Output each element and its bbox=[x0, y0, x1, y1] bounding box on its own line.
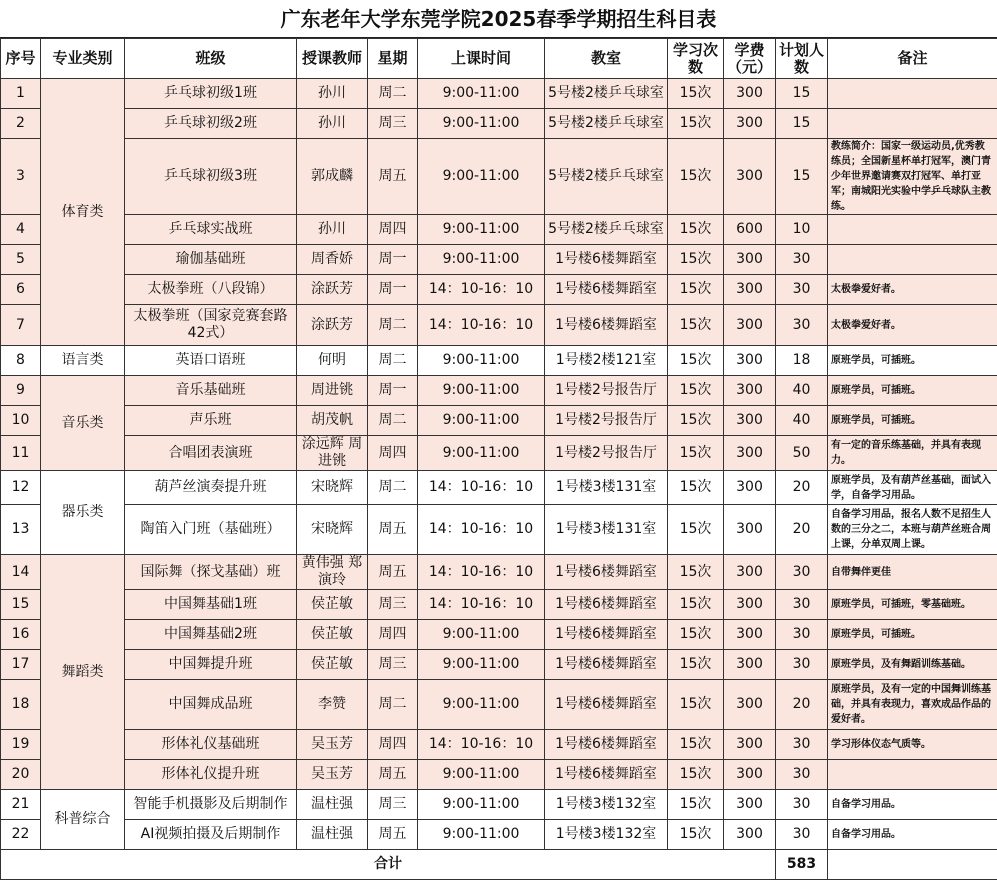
teacher-name: 胡茂帆 bbox=[297, 406, 368, 436]
tuition-fee: 300 bbox=[724, 680, 776, 730]
planned-enrollment: 10 bbox=[776, 215, 828, 245]
tuition-fee: 300 bbox=[724, 346, 776, 376]
weekday: 周二 bbox=[368, 305, 418, 346]
course-table bbox=[0, 38, 997, 880]
session-count: 15次 bbox=[668, 555, 724, 590]
teacher-name: 温柱强 bbox=[297, 790, 368, 820]
classroom: 1号楼2号报告厅 bbox=[545, 436, 668, 471]
planned-enrollment: 40 bbox=[776, 376, 828, 406]
class-time: 14：10-16：10 bbox=[418, 275, 545, 305]
weekday: 周五 bbox=[368, 505, 418, 555]
teacher-name: 孙川 bbox=[297, 215, 368, 245]
class-time: 14：10-16：10 bbox=[418, 590, 545, 620]
teacher-name: 温柱强 bbox=[297, 820, 368, 850]
class-time: 14：10-16：10 bbox=[418, 505, 545, 555]
class-name: 声乐班 bbox=[125, 406, 297, 436]
class-time: 9:00-11:00 bbox=[418, 760, 545, 790]
row-number: 11 bbox=[1, 436, 41, 471]
remark: 太极拳爱好者。 bbox=[828, 275, 997, 305]
tuition-fee: 300 bbox=[724, 79, 776, 109]
planned-enrollment: 15 bbox=[776, 139, 828, 215]
planned-enrollment: 30 bbox=[776, 760, 828, 790]
weekday: 周四 bbox=[368, 436, 418, 471]
remark: 有一定的音乐练基础，并具有表现力。 bbox=[828, 436, 997, 471]
session-count: 15次 bbox=[668, 245, 724, 275]
planned-enrollment: 30 bbox=[776, 245, 828, 275]
class-name: 国际舞（探戈基础）班 bbox=[125, 555, 297, 590]
table-row bbox=[1, 680, 997, 730]
classroom: 1号楼6楼舞蹈室 bbox=[545, 555, 668, 590]
table-row bbox=[1, 760, 997, 790]
class-time: 9:00-11:00 bbox=[418, 650, 545, 680]
tuition-fee: 300 bbox=[724, 376, 776, 406]
total-planned: 583 bbox=[776, 850, 828, 880]
classroom: 1号楼2楼121室 bbox=[545, 346, 668, 376]
weekday: 周三 bbox=[368, 590, 418, 620]
classroom: 5号楼2楼乒乓球室 bbox=[545, 139, 668, 215]
session-count: 15次 bbox=[668, 406, 724, 436]
remark: 太极拳爱好者。 bbox=[828, 305, 997, 346]
planned-enrollment: 30 bbox=[776, 820, 828, 850]
remark bbox=[828, 109, 997, 139]
table-row bbox=[1, 820, 997, 850]
table-row bbox=[1, 650, 997, 680]
remark: 原班学员，可插班，零基础班。 bbox=[828, 590, 997, 620]
row-number: 1 bbox=[1, 79, 41, 109]
table-row bbox=[1, 790, 997, 820]
planned-enrollment: 18 bbox=[776, 346, 828, 376]
teacher-name: 涂远辉 周进铫 bbox=[297, 436, 368, 471]
teacher-name: 郭成麟 bbox=[297, 139, 368, 215]
session-count: 15次 bbox=[668, 275, 724, 305]
classroom: 1号楼6楼舞蹈室 bbox=[545, 590, 668, 620]
teacher-name: 侯芷敏 bbox=[297, 620, 368, 650]
category-cell: 器乐类 bbox=[41, 471, 125, 555]
class-name: 形体礼仪基础班 bbox=[125, 730, 297, 760]
remark: 原班学员，及有葫芦丝基础，面试入学，自备学习用品。 bbox=[828, 471, 997, 505]
class-name: 乒乓球初级3班 bbox=[125, 139, 297, 215]
remark: 自备学习用品。 bbox=[828, 820, 997, 850]
session-count: 15次 bbox=[668, 790, 724, 820]
row-number: 10 bbox=[1, 406, 41, 436]
class-time: 14：10-16：10 bbox=[418, 471, 545, 505]
row-number: 9 bbox=[1, 376, 41, 406]
planned-enrollment: 30 bbox=[776, 730, 828, 760]
session-count: 15次 bbox=[668, 109, 724, 139]
classroom: 1号楼6楼舞蹈室 bbox=[545, 730, 668, 760]
classroom: 1号楼6楼舞蹈室 bbox=[545, 620, 668, 650]
tuition-fee: 300 bbox=[724, 590, 776, 620]
planned-enrollment: 30 bbox=[776, 650, 828, 680]
class-time: 9:00-11:00 bbox=[418, 406, 545, 436]
classroom: 5号楼2楼乒乓球室 bbox=[545, 79, 668, 109]
session-count: 15次 bbox=[668, 505, 724, 555]
class-time: 9:00-11:00 bbox=[418, 620, 545, 650]
row-number: 17 bbox=[1, 650, 41, 680]
tuition-fee: 300 bbox=[724, 471, 776, 505]
table-row bbox=[1, 471, 997, 505]
total-remark bbox=[828, 850, 997, 880]
class-name: 形体礼仪提升班 bbox=[125, 760, 297, 790]
class-time: 9:00-11:00 bbox=[418, 820, 545, 850]
classroom: 1号楼6楼舞蹈室 bbox=[545, 760, 668, 790]
classroom: 1号楼6楼舞蹈室 bbox=[545, 650, 668, 680]
teacher-name: 吴玉芳 bbox=[297, 760, 368, 790]
tuition-fee: 300 bbox=[724, 650, 776, 680]
planned-enrollment: 20 bbox=[776, 505, 828, 555]
table-row bbox=[1, 79, 997, 109]
session-count: 15次 bbox=[668, 215, 724, 245]
teacher-name: 孙川 bbox=[297, 79, 368, 109]
class-time: 9:00-11:00 bbox=[418, 346, 545, 376]
classroom: 1号楼3楼131室 bbox=[545, 505, 668, 555]
remark bbox=[828, 245, 997, 275]
page-title: 广东老年大学东莞学院2025春季学期招生科目表 bbox=[0, 0, 997, 38]
remark: 自带舞伴更佳 bbox=[828, 555, 997, 590]
session-count: 15次 bbox=[668, 376, 724, 406]
row-number: 16 bbox=[1, 620, 41, 650]
class-name: 瑜伽基础班 bbox=[125, 245, 297, 275]
class-name: 乒乓球实战班 bbox=[125, 215, 297, 245]
table-row bbox=[1, 620, 997, 650]
category-cell: 语言类 bbox=[41, 346, 125, 376]
classroom: 1号楼6楼舞蹈室 bbox=[545, 245, 668, 275]
table-row bbox=[1, 109, 997, 139]
tuition-fee: 300 bbox=[724, 109, 776, 139]
table-row bbox=[1, 215, 997, 245]
remark: 原班学员，可插班。 bbox=[828, 406, 997, 436]
weekday: 周二 bbox=[368, 406, 418, 436]
teacher-name: 侯芷敏 bbox=[297, 650, 368, 680]
weekday: 周一 bbox=[368, 275, 418, 305]
classroom: 1号楼2号报告厅 bbox=[545, 406, 668, 436]
row-number: 21 bbox=[1, 790, 41, 820]
row-number: 7 bbox=[1, 305, 41, 346]
class-name: 太极拳班（八段锦） bbox=[125, 275, 297, 305]
col-header: 授课教师 bbox=[297, 39, 368, 79]
row-number: 18 bbox=[1, 680, 41, 730]
weekday: 周一 bbox=[368, 376, 418, 406]
weekday: 周三 bbox=[368, 109, 418, 139]
table-row bbox=[1, 275, 997, 305]
remark: 学习形体仪态气质等。 bbox=[828, 730, 997, 760]
total-label: 合计 bbox=[1, 850, 776, 880]
planned-enrollment: 50 bbox=[776, 436, 828, 471]
table-row bbox=[1, 305, 997, 346]
table-row bbox=[1, 590, 997, 620]
class-time: 9:00-11:00 bbox=[418, 376, 545, 406]
table-row bbox=[1, 505, 997, 555]
session-count: 15次 bbox=[668, 820, 724, 850]
row-number: 19 bbox=[1, 730, 41, 760]
table-row bbox=[1, 406, 997, 436]
col-header: 学习次数 bbox=[668, 39, 724, 79]
class-time: 9:00-11:00 bbox=[418, 436, 545, 471]
teacher-name: 侯芷敏 bbox=[297, 590, 368, 620]
tuition-fee: 300 bbox=[724, 406, 776, 436]
tuition-fee: 300 bbox=[724, 790, 776, 820]
col-header: 上课时间 bbox=[418, 39, 545, 79]
remark: 原班学员，及有舞蹈训练基础。 bbox=[828, 650, 997, 680]
tuition-fee: 300 bbox=[724, 305, 776, 346]
remark: 原班学员，可插班。 bbox=[828, 346, 997, 376]
planned-enrollment: 30 bbox=[776, 555, 828, 590]
col-header: 备注 bbox=[828, 39, 997, 79]
session-count: 15次 bbox=[668, 650, 724, 680]
class-time: 14：10-16：10 bbox=[418, 730, 545, 760]
class-name: 中国舞成品班 bbox=[125, 680, 297, 730]
class-name: 太极拳班（国家竞赛套路42式） bbox=[125, 305, 297, 346]
row-number: 8 bbox=[1, 346, 41, 376]
remark: 自备学习用品。 bbox=[828, 790, 997, 820]
weekday: 周三 bbox=[368, 650, 418, 680]
tuition-fee: 300 bbox=[724, 139, 776, 215]
planned-enrollment: 15 bbox=[776, 79, 828, 109]
tuition-fee: 300 bbox=[724, 436, 776, 471]
table-row bbox=[1, 346, 997, 376]
table-row bbox=[1, 139, 997, 215]
teacher-name: 涂跃芳 bbox=[297, 275, 368, 305]
col-header: 教室 bbox=[545, 39, 668, 79]
class-time: 9:00-11:00 bbox=[418, 245, 545, 275]
session-count: 15次 bbox=[668, 760, 724, 790]
weekday: 周二 bbox=[368, 680, 418, 730]
classroom: 1号楼3楼132室 bbox=[545, 820, 668, 850]
classroom: 1号楼6楼舞蹈室 bbox=[545, 680, 668, 730]
classroom: 1号楼2号报告厅 bbox=[545, 376, 668, 406]
table-row bbox=[1, 245, 997, 275]
teacher-name: 吴玉芳 bbox=[297, 730, 368, 760]
class-name: 陶笛入门班（基础班） bbox=[125, 505, 297, 555]
table-row bbox=[1, 555, 997, 590]
class-name: 乒乓球初级1班 bbox=[125, 79, 297, 109]
session-count: 15次 bbox=[668, 680, 724, 730]
session-count: 15次 bbox=[668, 346, 724, 376]
teacher-name: 涂跃芳 bbox=[297, 305, 368, 346]
class-time: 14：10-16：10 bbox=[418, 555, 545, 590]
session-count: 15次 bbox=[668, 730, 724, 760]
session-count: 15次 bbox=[668, 139, 724, 215]
row-number: 2 bbox=[1, 109, 41, 139]
planned-enrollment: 30 bbox=[776, 305, 828, 346]
class-name: 葫芦丝演奏提升班 bbox=[125, 471, 297, 505]
planned-enrollment: 20 bbox=[776, 471, 828, 505]
remark: 原班学员，及有一定的中国舞训练基础，并具有表现力，喜欢成品作品的爱好者。 bbox=[828, 680, 997, 730]
classroom: 1号楼3楼132室 bbox=[545, 790, 668, 820]
category-cell: 体育类 bbox=[41, 79, 125, 346]
weekday: 周四 bbox=[368, 215, 418, 245]
weekday: 周一 bbox=[368, 245, 418, 275]
tuition-fee: 300 bbox=[724, 760, 776, 790]
planned-enrollment: 15 bbox=[776, 109, 828, 139]
session-count: 15次 bbox=[668, 79, 724, 109]
remark bbox=[828, 760, 997, 790]
class-name: 合唱团表演班 bbox=[125, 436, 297, 471]
weekday: 周四 bbox=[368, 620, 418, 650]
weekday: 周五 bbox=[368, 139, 418, 215]
weekday: 周五 bbox=[368, 820, 418, 850]
class-name: 英语口语班 bbox=[125, 346, 297, 376]
teacher-name: 黄伟强 郑演玲 bbox=[297, 555, 368, 590]
planned-enrollment: 30 bbox=[776, 790, 828, 820]
tuition-fee: 300 bbox=[724, 505, 776, 555]
class-time: 9:00-11:00 bbox=[418, 790, 545, 820]
class-name: 智能手机摄影及后期制作 bbox=[125, 790, 297, 820]
weekday: 周二 bbox=[368, 471, 418, 505]
teacher-name: 李赞 bbox=[297, 680, 368, 730]
col-header: 专业类别 bbox=[41, 39, 125, 79]
table-row bbox=[1, 376, 997, 406]
row-number: 22 bbox=[1, 820, 41, 850]
row-number: 15 bbox=[1, 590, 41, 620]
row-number: 6 bbox=[1, 275, 41, 305]
class-name: AI视频拍摄及后期制作 bbox=[125, 820, 297, 850]
session-count: 15次 bbox=[668, 436, 724, 471]
col-header: 序号 bbox=[1, 39, 41, 79]
tuition-fee: 600 bbox=[724, 215, 776, 245]
remark: 原班学员，可插班。 bbox=[828, 620, 997, 650]
row-number: 4 bbox=[1, 215, 41, 245]
classroom: 1号楼3楼131室 bbox=[545, 471, 668, 505]
tuition-fee: 300 bbox=[724, 245, 776, 275]
col-header: 班级 bbox=[125, 39, 297, 79]
row-number: 20 bbox=[1, 760, 41, 790]
col-header: 星期 bbox=[368, 39, 418, 79]
weekday: 周五 bbox=[368, 760, 418, 790]
class-name: 音乐基础班 bbox=[125, 376, 297, 406]
teacher-name: 周进铫 bbox=[297, 376, 368, 406]
category-cell: 舞蹈类 bbox=[41, 555, 125, 790]
classroom: 5号楼2楼乒乓球室 bbox=[545, 215, 668, 245]
weekday: 周五 bbox=[368, 555, 418, 590]
category-cell: 音乐类 bbox=[41, 376, 125, 471]
teacher-name: 周香娇 bbox=[297, 245, 368, 275]
class-time: 14：10-16：10 bbox=[418, 305, 545, 346]
class-time: 9:00-11:00 bbox=[418, 680, 545, 730]
col-header: 学费（元） bbox=[724, 39, 776, 79]
planned-enrollment: 30 bbox=[776, 275, 828, 305]
tuition-fee: 300 bbox=[724, 275, 776, 305]
weekday: 周二 bbox=[368, 79, 418, 109]
row-number: 14 bbox=[1, 555, 41, 590]
col-header: 计划人数 bbox=[776, 39, 828, 79]
row-number: 3 bbox=[1, 139, 41, 215]
teacher-name: 宋晓辉 bbox=[297, 505, 368, 555]
session-count: 15次 bbox=[668, 590, 724, 620]
planned-enrollment: 30 bbox=[776, 620, 828, 650]
teacher-name: 宋晓辉 bbox=[297, 471, 368, 505]
class-name: 中国舞提升班 bbox=[125, 650, 297, 680]
class-time: 9:00-11:00 bbox=[418, 139, 545, 215]
row-number: 12 bbox=[1, 471, 41, 505]
session-count: 15次 bbox=[668, 305, 724, 346]
class-name: 乒乓球初级2班 bbox=[125, 109, 297, 139]
class-time: 9:00-11:00 bbox=[418, 215, 545, 245]
remark: 自备学习用品，报名人数不足招生人数的三分之二，本班与葫芦丝班合周上课，分单双周上课。 bbox=[828, 505, 997, 555]
tuition-fee: 300 bbox=[724, 730, 776, 760]
class-name: 中国舞基础1班 bbox=[125, 590, 297, 620]
tuition-fee: 300 bbox=[724, 620, 776, 650]
planned-enrollment: 20 bbox=[776, 680, 828, 730]
class-name: 中国舞基础2班 bbox=[125, 620, 297, 650]
category-cell: 科普综合 bbox=[41, 790, 125, 850]
classroom: 5号楼2楼乒乓球室 bbox=[545, 109, 668, 139]
table-row bbox=[1, 730, 997, 760]
row-number: 13 bbox=[1, 505, 41, 555]
teacher-name: 何明 bbox=[297, 346, 368, 376]
remark bbox=[828, 79, 997, 109]
table-row bbox=[1, 436, 997, 471]
total-row bbox=[1, 850, 997, 880]
remark bbox=[828, 215, 997, 245]
session-count: 15次 bbox=[668, 620, 724, 650]
row-number: 5 bbox=[1, 245, 41, 275]
tuition-fee: 300 bbox=[724, 820, 776, 850]
planned-enrollment: 30 bbox=[776, 590, 828, 620]
class-time: 9:00-11:00 bbox=[418, 109, 545, 139]
header-row bbox=[1, 39, 997, 79]
remark: 原班学员，可插班。 bbox=[828, 376, 997, 406]
weekday: 周二 bbox=[368, 346, 418, 376]
class-time: 9:00-11:00 bbox=[418, 79, 545, 109]
classroom: 1号楼6楼舞蹈室 bbox=[545, 275, 668, 305]
weekday: 周四 bbox=[368, 730, 418, 760]
planned-enrollment: 40 bbox=[776, 406, 828, 436]
teacher-name: 孙川 bbox=[297, 109, 368, 139]
weekday: 周三 bbox=[368, 790, 418, 820]
session-count: 15次 bbox=[668, 471, 724, 505]
classroom: 1号楼6楼舞蹈室 bbox=[545, 305, 668, 346]
tuition-fee: 300 bbox=[724, 555, 776, 590]
remark: 教练简介：国家一级运动员,优秀教练员；全国新星杯单打冠军，澳门青少年世界邀请赛双打冠军、单打亚军；南城阳光实验中学乒乓球队主教练。 bbox=[828, 139, 997, 215]
